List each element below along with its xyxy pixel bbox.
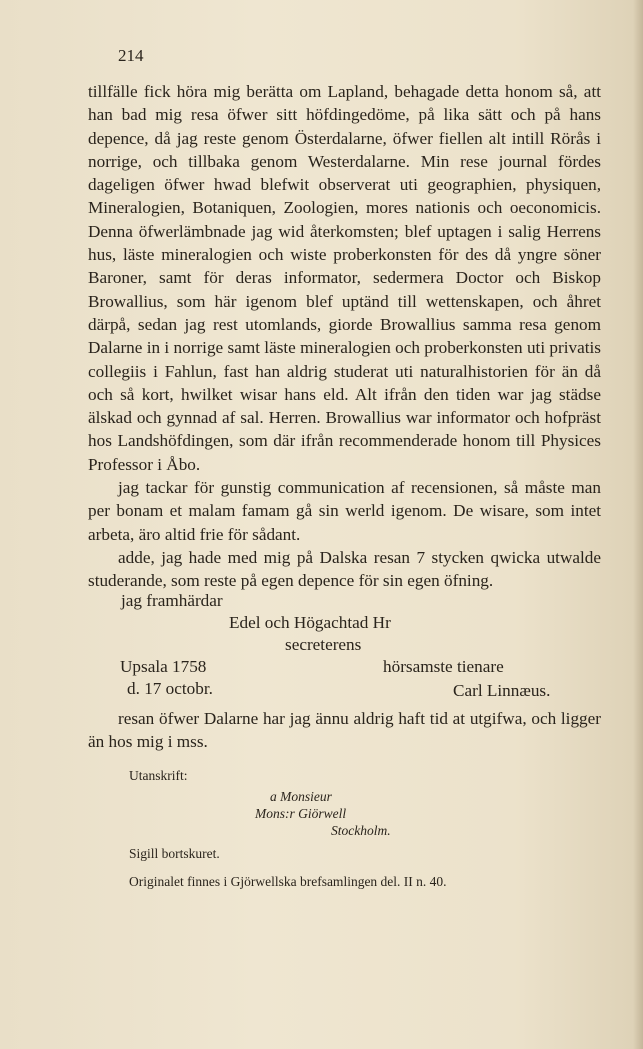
page-number: 214	[118, 46, 144, 65]
closing-date: d. 17 octobr.	[127, 679, 213, 698]
address-line-2: Mons:r Giörwell	[255, 806, 347, 821]
closing-line-3: secreterens	[285, 635, 362, 654]
closing-line-1: jag framhärdar	[121, 591, 223, 610]
address-label: Utanskrift:	[129, 768, 188, 783]
paragraph-2: jag tackar för gunstig communication af recensionen, så måste man per bonam et malam famam gå sin werld igenom. De wisare, som intet arbeta, äro altid frie för sådant.	[88, 478, 601, 544]
address-line-1: a Monsieur	[270, 789, 332, 804]
closing-servant: hörsamste tienare	[383, 657, 504, 676]
address-line-3: Stockholm.	[331, 823, 391, 838]
paragraph-1: tillfälle fick höra mig berätta om Lapland, behagade detta honom så, att han bad mig resa öfwer sitt höfdingedöme, på lika sätt och på hans depence, då jag reste genom Österdalarne, öfwer fiellen alt intill Rörås i norrige, och tillbaka genom Westerdalarne. Min rese journal fördes dageligen öfwer hwad blefwit observerat uti geographien, physiquen, Mineralogien, Botaniquen, Zoologien, mores nationis och oeconomicis. Denna öfwerlämbnade jag wid återkomsten; blef uptagen i salig Herrens hus, läste mineralogien och wiste proberkonsten för des då yngre söner Baroner, samt för deras informator, sedermera Doctor och Biskop Browallius, som här igenom blef uptänd till wettenskapen, och åhret därpå, sedan jag rest utomlands, giorde Browallius samma resa genom Dalarne in i norrige samt läste mineralogien och proberkonsten uti privatis collegiis i Fahlun, fast han aldrig studerat uti naturalhistorien för än då och så kort, hwilket wisar hans eld. Alt ifrån den tiden war jag städse älskad och gynnad af sal. Herren. Browallius war informator och hofpräst hos Landshöfdingen, som där ifrån recommenderade honom till Physices Professor i Åbo.	[88, 82, 601, 474]
closing-line-2: Edel och Högachtad Hr	[229, 613, 391, 632]
letter-body	[88, 80, 601, 593]
paragraph-3: adde, jag hade med mig på Dalska resan 7 stycken qwicka utwalde studerande, som reste på egen depence för sin egen öfning.	[88, 547, 601, 591]
seal-note: Sigill bortskuret.	[129, 846, 220, 861]
postscript-paragraph: resan öfwer Dalarne har jag ännu aldrig haft tid at utgifwa, och ligger än hos mig i mss.	[88, 709, 601, 752]
page-edge-shadow	[633, 0, 643, 1049]
source-note: Originalet finnes i Gjörwellska brefsamlingen del. II n. 40.	[129, 874, 447, 889]
closing-signature: Carl Linnæus.	[453, 681, 551, 700]
closing-place: Upsala 1758	[120, 657, 207, 676]
